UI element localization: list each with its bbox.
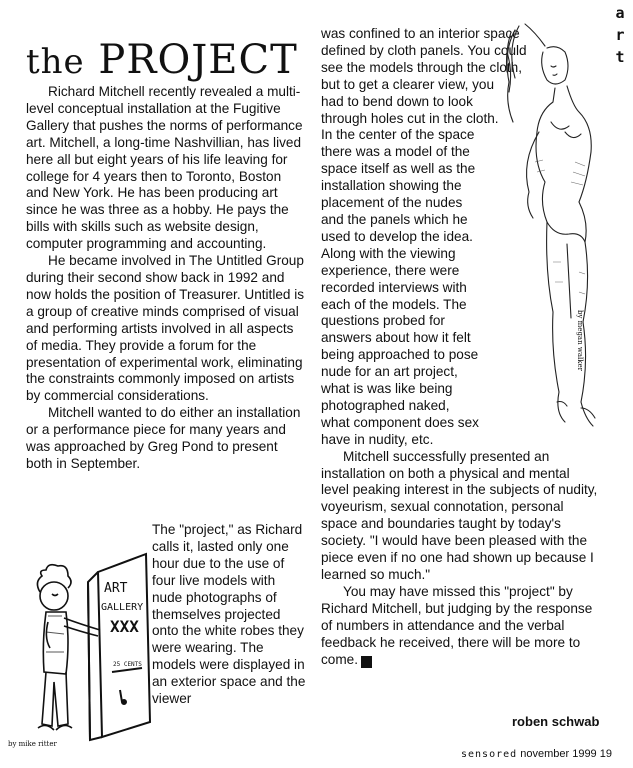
issue-date: november 1999 <box>520 748 597 760</box>
sign-line1: ART <box>104 581 128 596</box>
title-main: PROJECT <box>98 37 298 83</box>
sign-line2: GALLERY <box>101 602 144 613</box>
figure-illustration <box>495 22 607 442</box>
sign-line3: XXX <box>110 617 139 636</box>
paragraph: He became involved in The Untitled Group during their second show back in 1992 and now holds the position of Treasurer. Untitled is a group of creative minds comprised of visual and performing artists involved in all aspects of media. They provide a forum for the presentation of experimental work, eliminating the constraints commonly imposed on artists by commercial considerations. <box>26 253 305 404</box>
article-title <box>26 38 298 84</box>
section-tag-letter: r <box>615 26 625 44</box>
title-the: the <box>26 42 85 82</box>
footer <box>461 748 612 760</box>
top-illustration-credit: by megan walker <box>576 310 584 371</box>
paragraph: was confined to an interior space defined by cloth panels. You could see the models through the cloth, but to get a clearer view, you had to bend down to look through holes cut in the cloth. In the center of the space there was a model of the space itself as well as the installation showing the placement of the nudes and the panels which he used to develop the idea. Along with the viewing experience, there were recorded interviews with each of the models. The questions probed for answers about how it felt being approached to pose nude for an art project, what is was like being photographed naked, what component does sex have in nudity, etc. <box>321 26 527 447</box>
section-tag-letter: a <box>615 4 625 22</box>
page-number: 19 <box>599 748 612 760</box>
sign-price: 25 CENTS <box>113 661 142 668</box>
paragraph: The "project," as Richard calls it, lasted only one hour due to the use of four live models with nude photographs of themselves projected onto the white robes they were wearing. The models were displayed in an exterior space and the viewer <box>152 522 306 707</box>
magazine-name: sensored <box>461 749 518 760</box>
paragraph <box>321 584 599 669</box>
left-column-upper <box>26 84 306 473</box>
byline: roben schwab <box>512 714 600 729</box>
gallery-illustration <box>28 552 158 742</box>
end-mark-icon: S <box>361 656 372 668</box>
paragraph: Mitchell wanted to do either an installation or a performance piece for many years and was approached by Greg Pond to present both in September. <box>26 405 301 471</box>
paragraph: Mitchell successfully presented an installation on both a physical and mental level peaking interest in the subjects of nudity, voyeurism, sexual connotation, personal space and boundaries taught by today's society. "I would have been pleased with the piece even if no one had shown up because I learned so much." <box>321 448 598 582</box>
paragraph: Richard Mitchell recently revealed a multi-level conceptual installation at the Fugitive Gallery that pushes the norms of performance art. Mitchell, a long-time Nashvillian, has lived here all but eight years of his life leaving for college for 4 years then to Toronto, Boston and New York. He has been producing art since he was three as a hobby. He pays the bills with skills such as website design, computer programming and accounting. <box>26 84 303 252</box>
bottom-illustration-credit: by mike ritter <box>8 740 57 748</box>
section-tag-letter: t <box>615 48 625 66</box>
section-tag <box>611 2 629 68</box>
paragraph-text: You may have missed this "project" by Richard Mitchell, but judging by the response of numbers in attendance and the verbal feedback he received, there will be more to come. <box>321 583 593 667</box>
